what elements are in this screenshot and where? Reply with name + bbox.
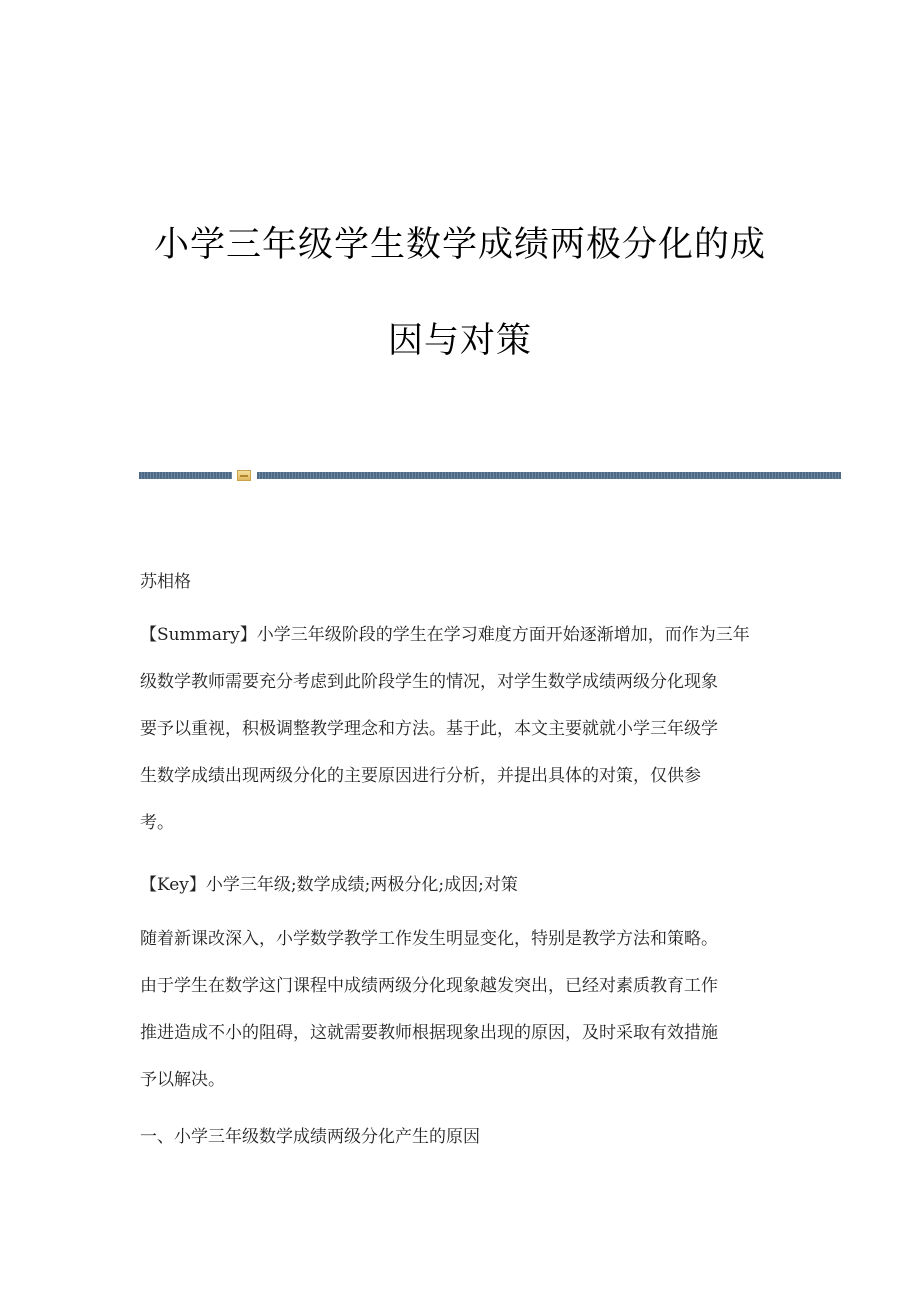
summary-line: 要予以重视，积极调整教学理念和方法。基于此，本文主要就就小学三年级学 xyxy=(140,719,718,739)
title-divider xyxy=(139,470,841,482)
author-name: 苏相格 xyxy=(140,572,191,592)
keywords-line: 【Key】小学三年级;数学成绩;两极分化;成因;对策 xyxy=(140,875,518,895)
divider-emblem-icon xyxy=(237,470,251,481)
summary-line: 级数学教师需要充分考虑到此阶段学生的情况，对学生数学成绩两级分化现象 xyxy=(140,672,718,692)
divider-bar-right xyxy=(257,472,841,479)
intro-line: 由于学生在数学这门课程中成绩两级分化现象越发突出，已经对素质教育工作 xyxy=(140,976,718,996)
document-title-line-2: 因与对策 xyxy=(387,321,532,361)
summary-paragraph xyxy=(140,612,780,847)
summary-line: 生数学成绩出现两级分化的主要原因进行分析，并提出具体的对策，仅供参 xyxy=(140,766,701,786)
divider-bar-left xyxy=(139,472,232,479)
section-heading-text: 一、小学三年级数学成绩两级分化产生的原因 xyxy=(140,1127,480,1147)
summary-line: 考。 xyxy=(140,813,174,833)
document-title-line-1: 小学三年级学生数学成绩两极分化的成 xyxy=(153,225,766,265)
keywords-paragraph xyxy=(140,862,780,909)
intro-line: 予以解决。 xyxy=(140,1070,225,1090)
summary-line: 【Summary】小学三年级阶段的学生在学习难度方面开始逐渐增加，而作为三年 xyxy=(140,625,750,645)
intro-line: 推进造成不小的阻碍，这就需要教师根据现象出现的原因，及时采取有效措施 xyxy=(140,1023,718,1043)
intro-paragraph xyxy=(140,916,780,1104)
intro-line: 随着新课改深入，小学数学教学工作发生明显变化，特别是教学方法和策略。 xyxy=(140,929,718,949)
section-heading xyxy=(140,1114,780,1161)
